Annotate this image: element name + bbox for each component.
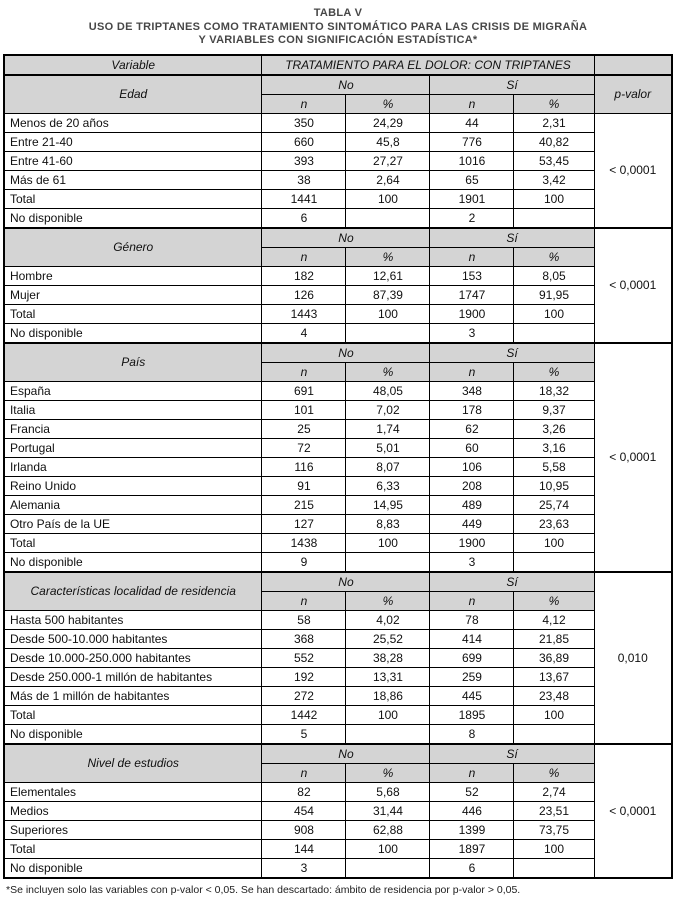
- si-n-value: 3: [430, 323, 514, 343]
- no-pct-value: [346, 208, 430, 228]
- row-label: Total: [4, 533, 262, 552]
- si-pct-value: 10,95: [514, 476, 594, 495]
- n-header: n: [430, 591, 514, 610]
- p-value: 0,010: [594, 572, 672, 744]
- table-row: [4, 132, 672, 151]
- section-header-row: [4, 228, 672, 248]
- no-pct-value: 48,05: [346, 381, 430, 400]
- no-pct-value: 14,95: [346, 495, 430, 514]
- no-group-header: No: [262, 343, 430, 363]
- treatment-column-header: TRATAMIENTO PARA EL DOLOR: CON TRIPTANES: [262, 55, 594, 75]
- table-row: [4, 514, 672, 533]
- si-n-value: 414: [430, 629, 514, 648]
- section-label: Género: [4, 228, 262, 267]
- si-pct-value: 2,31: [514, 113, 594, 132]
- si-n-value: 1399: [430, 820, 514, 839]
- n-header: n: [262, 763, 346, 782]
- si-pct-value: 36,89: [514, 648, 594, 667]
- si-n-value: 60: [430, 438, 514, 457]
- no-pct-value: 12,61: [346, 266, 430, 285]
- n-header: n: [430, 94, 514, 113]
- no-n-value: 4: [262, 323, 346, 343]
- si-pct-value: 4,12: [514, 610, 594, 629]
- section-label: País: [4, 343, 262, 382]
- si-pct-value: 21,85: [514, 629, 594, 648]
- n-header: n: [262, 362, 346, 381]
- si-group-header: Sí: [430, 572, 594, 592]
- table-row: [4, 113, 672, 132]
- si-n-value: 52: [430, 782, 514, 801]
- no-pct-value: 100: [346, 189, 430, 208]
- no-n-value: 1442: [262, 705, 346, 724]
- table-row: [4, 629, 672, 648]
- table-row: [4, 686, 672, 705]
- no-n-value: 116: [262, 457, 346, 476]
- row-label: Elementales: [4, 782, 262, 801]
- si-group-header: Sí: [430, 228, 594, 248]
- si-pct-value: 53,45: [514, 151, 594, 170]
- section-label: Edad: [4, 75, 262, 114]
- p-value: < 0,0001: [594, 228, 672, 343]
- no-pct-value: [346, 552, 430, 572]
- no-pct-value: 2,64: [346, 170, 430, 189]
- row-label: No disponible: [4, 208, 262, 228]
- row-label: Medios: [4, 801, 262, 820]
- section-header-row: [4, 744, 672, 764]
- no-pct-value: 27,27: [346, 151, 430, 170]
- no-n-value: 6: [262, 208, 346, 228]
- n-header: n: [262, 94, 346, 113]
- si-pct-value: 100: [514, 705, 594, 724]
- table-row: [4, 782, 672, 801]
- section-label: Nivel de estudios: [4, 744, 262, 783]
- no-pct-value: 100: [346, 705, 430, 724]
- no-n-value: 1443: [262, 304, 346, 323]
- si-pct-value: 73,75: [514, 820, 594, 839]
- row-label: Italia: [4, 400, 262, 419]
- pct-header: %: [514, 763, 594, 782]
- no-pct-value: 4,02: [346, 610, 430, 629]
- no-pct-value: 7,02: [346, 400, 430, 419]
- si-pct-value: 23,48: [514, 686, 594, 705]
- no-n-value: 144: [262, 839, 346, 858]
- no-pct-value: [346, 323, 430, 343]
- table-row: [4, 419, 672, 438]
- no-group-header: No: [262, 75, 430, 95]
- si-pct-value: 2,74: [514, 782, 594, 801]
- row-label: Total: [4, 705, 262, 724]
- si-pct-value: [514, 323, 594, 343]
- no-n-value: 691: [262, 381, 346, 400]
- si-n-value: 6: [430, 858, 514, 878]
- n-header: n: [430, 763, 514, 782]
- si-n-value: 1901: [430, 189, 514, 208]
- row-label: Otro País de la UE: [4, 514, 262, 533]
- si-pct-value: 23,51: [514, 801, 594, 820]
- no-n-value: 182: [262, 266, 346, 285]
- no-pct-value: 87,39: [346, 285, 430, 304]
- table-row: [4, 285, 672, 304]
- si-n-value: 208: [430, 476, 514, 495]
- no-n-value: 660: [262, 132, 346, 151]
- si-n-value: 776: [430, 132, 514, 151]
- no-pct-value: 5,01: [346, 438, 430, 457]
- no-pct-value: [346, 724, 430, 744]
- table-row: [4, 552, 672, 572]
- si-pct-value: 3,26: [514, 419, 594, 438]
- table-row: [4, 839, 672, 858]
- si-pct-value: [514, 724, 594, 744]
- si-n-value: 78: [430, 610, 514, 629]
- row-label: Hombre: [4, 266, 262, 285]
- table-row: [4, 170, 672, 189]
- table-row: [4, 610, 672, 629]
- p-value: < 0,0001: [594, 744, 672, 878]
- no-n-value: 368: [262, 629, 346, 648]
- n-header: n: [262, 591, 346, 610]
- variable-column-header: Variable: [4, 55, 262, 75]
- table-row: [4, 476, 672, 495]
- table-row: [4, 438, 672, 457]
- row-label: Entre 21-40: [4, 132, 262, 151]
- no-group-header: No: [262, 744, 430, 764]
- n-header: n: [430, 362, 514, 381]
- si-pct-value: [514, 208, 594, 228]
- si-pct-value: 100: [514, 839, 594, 858]
- si-pct-value: 13,67: [514, 667, 594, 686]
- si-n-value: 489: [430, 495, 514, 514]
- pct-header: %: [346, 94, 430, 113]
- pct-header: %: [514, 94, 594, 113]
- row-label: Desde 10.000-250.000 habitantes: [4, 648, 262, 667]
- pct-header: %: [346, 591, 430, 610]
- no-pct-value: 45,8: [346, 132, 430, 151]
- row-label: Más de 1 millón de habitantes: [4, 686, 262, 705]
- si-n-value: 259: [430, 667, 514, 686]
- no-pct-value: 25,52: [346, 629, 430, 648]
- si-n-value: 1895: [430, 705, 514, 724]
- p-value: < 0,0001: [594, 343, 672, 572]
- row-label: No disponible: [4, 323, 262, 343]
- table-row: [4, 667, 672, 686]
- no-n-value: 25: [262, 419, 346, 438]
- table-row: [4, 381, 672, 400]
- table-row: [4, 820, 672, 839]
- no-n-value: 82: [262, 782, 346, 801]
- no-group-header: No: [262, 228, 430, 248]
- no-n-value: 1438: [262, 533, 346, 552]
- si-n-value: 445: [430, 686, 514, 705]
- row-label: No disponible: [4, 858, 262, 878]
- si-group-header: Sí: [430, 343, 594, 363]
- si-pct-value: 18,32: [514, 381, 594, 400]
- no-pct-value: 18,86: [346, 686, 430, 705]
- si-pct-value: 100: [514, 304, 594, 323]
- si-pct-value: 3,42: [514, 170, 594, 189]
- no-pct-value: 100: [346, 304, 430, 323]
- no-n-value: 126: [262, 285, 346, 304]
- table-row: [4, 705, 672, 724]
- no-n-value: 192: [262, 667, 346, 686]
- si-pct-value: 9,37: [514, 400, 594, 419]
- table-row: [4, 648, 672, 667]
- no-n-value: 272: [262, 686, 346, 705]
- pct-header: %: [514, 247, 594, 266]
- si-pct-value: 3,16: [514, 438, 594, 457]
- no-pct-value: 100: [346, 533, 430, 552]
- section-header-row: [4, 572, 672, 592]
- section-label: Características localidad de residencia: [4, 572, 262, 611]
- si-n-value: 1897: [430, 839, 514, 858]
- row-label: España: [4, 381, 262, 400]
- row-label: Desde 250.000-1 millón de habitantes: [4, 667, 262, 686]
- si-pct-value: 8,05: [514, 266, 594, 285]
- si-pct-value: 40,82: [514, 132, 594, 151]
- table-row: [4, 323, 672, 343]
- no-n-value: 1441: [262, 189, 346, 208]
- no-pct-value: [346, 858, 430, 878]
- no-pct-value: 5,68: [346, 782, 430, 801]
- statistics-table: [3, 54, 673, 879]
- row-label: Portugal: [4, 438, 262, 457]
- row-label: Superiores: [4, 820, 262, 839]
- table-title-line-2: Y VARIABLES CON SIGNIFICACIÓN ESTADÍSTICA*: [198, 34, 478, 46]
- no-n-value: 3: [262, 858, 346, 878]
- table-row: [4, 457, 672, 476]
- si-n-value: 65: [430, 170, 514, 189]
- section-header-row: [4, 343, 672, 363]
- table-row: [4, 304, 672, 323]
- si-n-value: 348: [430, 381, 514, 400]
- si-n-value: 62: [430, 419, 514, 438]
- no-n-value: 215: [262, 495, 346, 514]
- si-n-value: 1900: [430, 304, 514, 323]
- p-value: < 0,0001: [594, 113, 672, 228]
- no-pct-value: 1,74: [346, 419, 430, 438]
- no-pct-value: 100: [346, 839, 430, 858]
- si-n-value: 449: [430, 514, 514, 533]
- pct-header: %: [346, 763, 430, 782]
- si-group-header: Sí: [430, 744, 594, 764]
- no-pct-value: 6,33: [346, 476, 430, 495]
- n-header: n: [430, 247, 514, 266]
- row-label: Reino Unido: [4, 476, 262, 495]
- row-label: Desde 500-10.000 habitantes: [4, 629, 262, 648]
- si-n-value: 106: [430, 457, 514, 476]
- table-row: [4, 151, 672, 170]
- table-row: [4, 495, 672, 514]
- row-label: Francia: [4, 419, 262, 438]
- si-pct-value: [514, 858, 594, 878]
- table-row: [4, 208, 672, 228]
- no-n-value: 552: [262, 648, 346, 667]
- no-n-value: 9: [262, 552, 346, 572]
- n-header: n: [262, 247, 346, 266]
- no-n-value: 58: [262, 610, 346, 629]
- si-pct-value: 5,58: [514, 457, 594, 476]
- pct-header: %: [514, 591, 594, 610]
- table-number: TABLA V: [313, 7, 363, 19]
- pct-header: %: [514, 362, 594, 381]
- no-n-value: 5: [262, 724, 346, 744]
- no-pct-value: 62,88: [346, 820, 430, 839]
- si-n-value: 3: [430, 552, 514, 572]
- row-label: Hasta 500 habitantes: [4, 610, 262, 629]
- si-n-value: 153: [430, 266, 514, 285]
- row-label: Menos de 20 años: [4, 113, 262, 132]
- no-n-value: 127: [262, 514, 346, 533]
- no-pct-value: 31,44: [346, 801, 430, 820]
- corner-cell: [594, 55, 672, 75]
- row-label: Entre 41-60: [4, 151, 262, 170]
- no-pct-value: 8,07: [346, 457, 430, 476]
- table-row: [4, 189, 672, 208]
- row-label: Mujer: [4, 285, 262, 304]
- row-label: No disponible: [4, 552, 262, 572]
- no-n-value: 91: [262, 476, 346, 495]
- si-pct-value: 100: [514, 189, 594, 208]
- si-n-value: 44: [430, 113, 514, 132]
- row-label: Irlanda: [4, 457, 262, 476]
- no-n-value: 72: [262, 438, 346, 457]
- footnote: *Se incluyen solo las variables con p-valor < 0,05. Se han descartado: ámbito de residencia por p-valor > 0,05.: [6, 883, 521, 896]
- table-header-row: [4, 55, 672, 75]
- row-label: Total: [4, 839, 262, 858]
- si-n-value: 1900: [430, 533, 514, 552]
- si-n-value: 178: [430, 400, 514, 419]
- table-row: [4, 724, 672, 744]
- row-label: Alemania: [4, 495, 262, 514]
- no-n-value: 101: [262, 400, 346, 419]
- table-row: [4, 801, 672, 820]
- si-n-value: 1747: [430, 285, 514, 304]
- no-n-value: 350: [262, 113, 346, 132]
- p-valor-header: p-valor: [594, 75, 672, 114]
- row-label: Total: [4, 304, 262, 323]
- si-group-header: Sí: [430, 75, 594, 95]
- no-n-value: 393: [262, 151, 346, 170]
- si-pct-value: [514, 552, 594, 572]
- si-pct-value: 23,63: [514, 514, 594, 533]
- si-pct-value: 91,95: [514, 285, 594, 304]
- si-n-value: 1016: [430, 151, 514, 170]
- si-n-value: 2: [430, 208, 514, 228]
- table-row: [4, 400, 672, 419]
- no-pct-value: 8,83: [346, 514, 430, 533]
- no-n-value: 454: [262, 801, 346, 820]
- table-title-line-1: USO DE TRIPTANES COMO TRATAMIENTO SINTOMÁTICO PARA LAS CRISIS DE MIGRAÑA: [88, 20, 588, 33]
- si-pct-value: 100: [514, 533, 594, 552]
- si-n-value: 699: [430, 648, 514, 667]
- row-label: Total: [4, 189, 262, 208]
- table-title: [0, 7, 676, 48]
- si-pct-value: 25,74: [514, 495, 594, 514]
- pct-header: %: [346, 362, 430, 381]
- no-n-value: 908: [262, 820, 346, 839]
- si-n-value: 446: [430, 801, 514, 820]
- no-pct-value: 38,28: [346, 648, 430, 667]
- no-pct-value: 24,29: [346, 113, 430, 132]
- row-label: Más de 61: [4, 170, 262, 189]
- table-row: [4, 858, 672, 878]
- no-group-header: No: [262, 572, 430, 592]
- table-row: [4, 533, 672, 552]
- no-pct-value: 13,31: [346, 667, 430, 686]
- si-n-value: 8: [430, 724, 514, 744]
- table-row: [4, 266, 672, 285]
- section-header-row: [4, 75, 672, 95]
- pct-header: %: [346, 247, 430, 266]
- no-n-value: 38: [262, 170, 346, 189]
- row-label: No disponible: [4, 724, 262, 744]
